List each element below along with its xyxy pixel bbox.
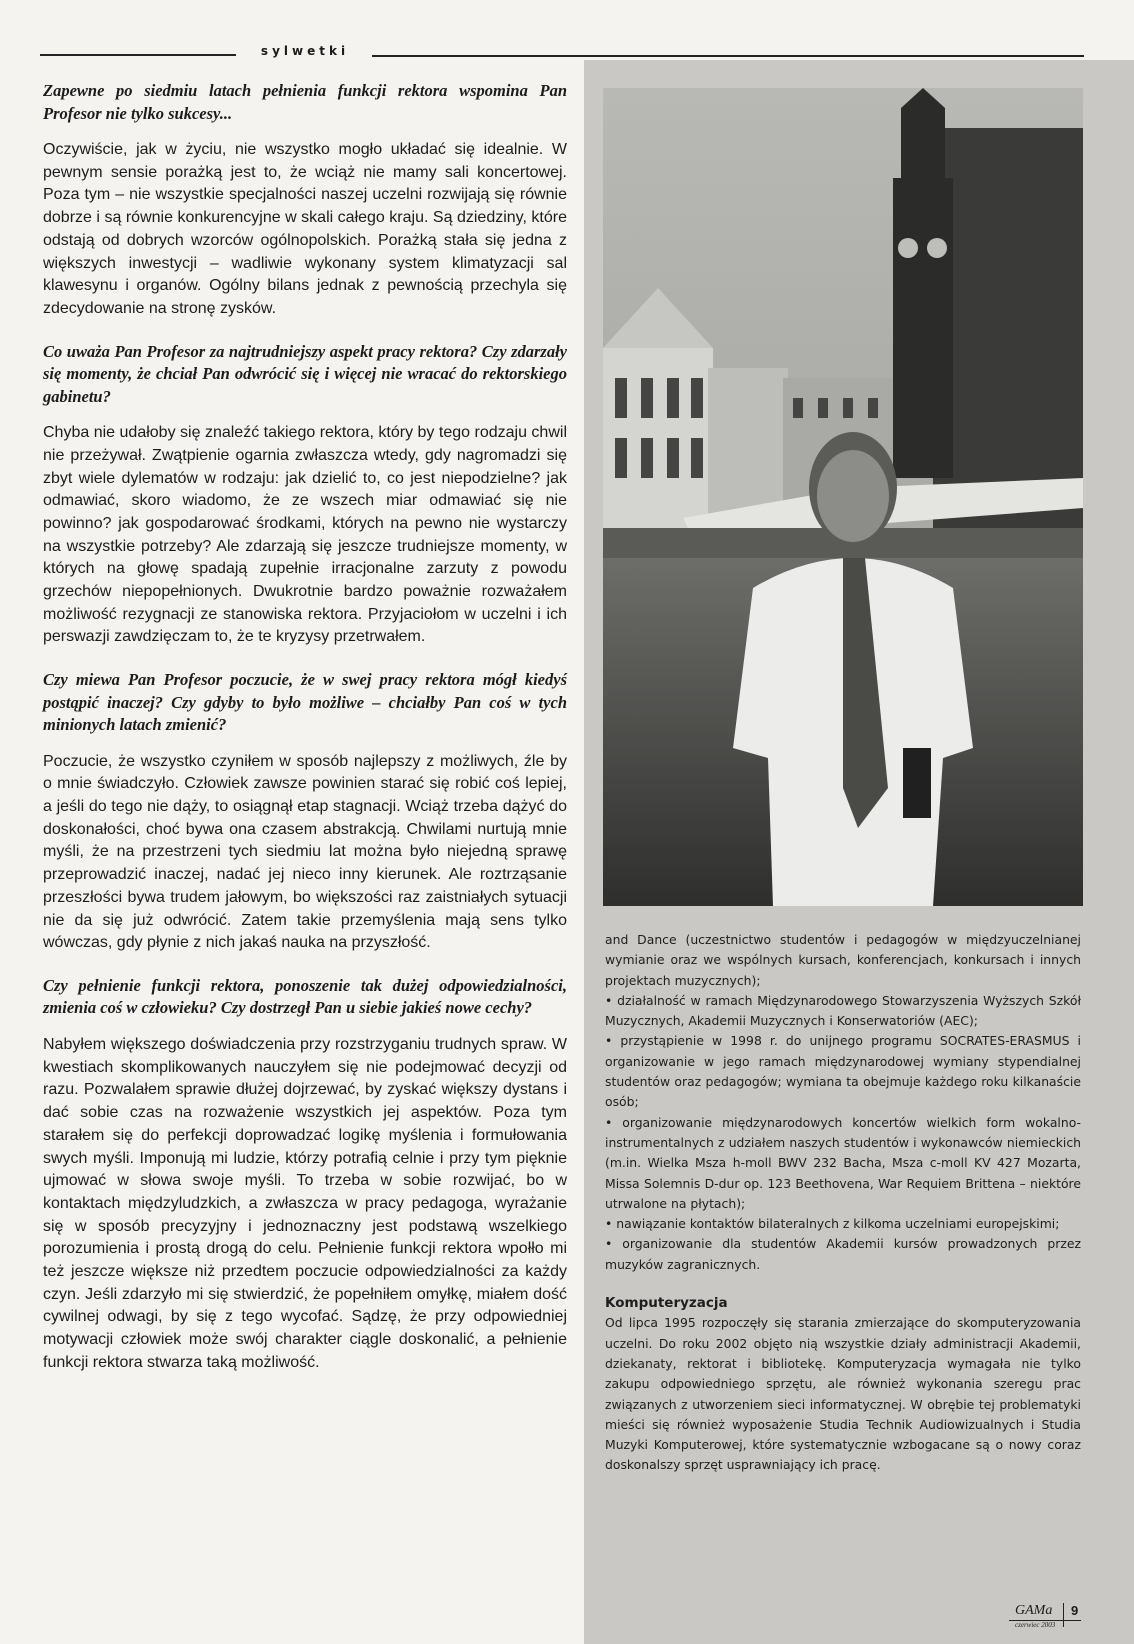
header-rule-right — [372, 55, 1084, 57]
question-2: Co uważa Pan Profesor za najtrudniejszy aspekt pracy rektora? Czy zdarzały się momenty, że chciał Pan odwrócić się i więcej nie wracać do rektorskiego gabinetu? — [43, 341, 567, 406]
question-4: Czy pełnienie funkcji rektora, ponoszenie tak dużej odpowiedzialności, zmienia coś w człowieku? Czy dostrzegł Pan u siebie jakieś nowe cechy? — [43, 975, 567, 1018]
magazine-name: GAMa — [1015, 1603, 1053, 1618]
answer-2: Chyba nie udałoby się znaleźć takiego rektora, który by tego rodzaju chwil nie przeżywał. Zwątpienie ogarnia zwłaszcza wtedy, gdy nagromadzi się zbyt wiele dylematów w rodzaju: jak dzielić to, co jest niepodzielne? jak odmawiać, skoro wiadomo, że ze wszech miar odmawiać się nie powinno? jak gospodarować środkami, których na pewno nie wystarczy na wszystkie potrzeby? Ale zdarzają się jeszcze trudniejsze momenty, w których na głowę spadają zupełnie irracjonalne zarzuty z powodu grzechów niepopełnionych. Dwukrotnie bardzo poważnie rozważałem możliwość rezygnacji ze stanowiska rektora. Przyjaciołom w uczelni i ich perswazji zawdzięczam to, że te kryzysy przetrwałem. — [43, 424, 567, 646]
bullet-item: • organizowanie międzynarodowych koncertów wielkich form wokalno-instrumentalnych z udziałem naszych studentów i wykonawców niemieckich (m.in. Wielka Msza h-moll BWV 232 Bacha, Msza c-moll KV 427 Mozarta, Missa Solemnis D-dur op. 123 Beethovena, War Requiem Brittena – niektóre utrwalone na płytach); — [605, 1114, 1081, 1211]
sidebar-text — [605, 930, 1081, 1476]
bullet-item: • nawiązanie kontaktów bilateralnych z kilkoma uczelniami europejskimi; — [605, 1216, 1060, 1232]
portrait-photo — [603, 88, 1083, 906]
photo-illustration — [603, 88, 1083, 906]
interview-column — [43, 80, 567, 1395]
sidebar-paragraph-intro: and Dance (uczestnictwo studentów i pedagogów w międzyuczelnianej wymianie oraz we wspólnych kursach, konferencjach, konkursach i innych projektach muzycznych); — [605, 932, 1081, 988]
question-3: Czy miewa Pan Profesor poczucie, że w swej pracy rektora mógł kiedyś postąpić inaczej? Czy gdyby to było możliwe – chciałby Pan coś w tych minionych latach zmienić? — [43, 670, 567, 735]
header-rule-left — [40, 54, 236, 56]
sidebar-heading: Komputeryzacja — [605, 1295, 728, 1312]
answer-4: Nabyłem większego doświadczenia przy rozstrzyganiu trudnych spraw. W kwestiach skomplikowanych nauczyłem się nie podejmować decyzji od razu. Pozwalałem sprawie dłużej dojrzewać, by zyskać większy dystans i dać sobie czas na rozważenie wszystkich jej aspektów. Poza tym starałem się do perfekcji doprowadzać logikę myślenia i formułowania swych myśli. Imponują mi ludzie, którzy potrafią celnie i przy tym pięknie ujmować w słowa swoje myśli. To trzeba w sobie rozwijać, bo w kontaktach międzyludzkich, a zwłaszcza w pracy pedagoga, wyrażanie się w sposób precyzyjny i jednoznaczny jest podstawą wszelkiego porozumienia i prostą drogą do celu. Pełnienie funkcji rektora wpołło mi też jeszcze większe niż przedtem poczucie odpowiedzialności za każdy czyn. Jeśli zdarzyło mi się stwierdzić, że popełniłem omyłkę, miałem dość cywilnej odwagi, by się z tego wycofać. Sądzę, że przy odpowiedniej motywacji człowiek może swój charakter ciągle doskonalić, a pełnienie funkcji rektora stwarza taką możliwość. — [43, 1035, 567, 1371]
bullet-item: • działalność w ramach Międzynarodowego Stowarzyszenia Wyższych Szkół Muzycznych, Akademii Muzycznych i Konserwatoriów (AEC); — [605, 992, 1081, 1029]
answer-3: Poczucie, że wszystko czyniłem w sposób najlepszy z możliwych, źle by o mnie świadczyło. Człowiek zawsze powinien starać się robić coś lepiej, a jeśli do tego nie dąży, to osiągnął etap stagnacji. Wciąż trzeba dążyć do doskonałości, choć bywa ona czasem abstrakcją. Chwilami nurtują mnie myśli, że na przestrzeni tych siedmiu lat można było niejedną sprawę przeprowadzić inaczej, nadać jej nieco inny kierunek. Ale roztrząsanie przeszłości bywa trudem jałowym, bo większości raz zaistniałych sytuacji nie da się już odwrócić. Zatem takie przemyślenia mają sens tylko wówczas, gdy płynie z nich jakaś nauka na przyszłość. — [43, 752, 567, 952]
answer-1: Oczywiście, jak w życiu, nie wszystko mogło układać się idealnie. W pewnym sensie porażką jest to, że wciąż nie mamy sali koncertowej. Poza tym – nie wszystkie specjalności naszej uczelni rozwijają się równie dobrze i są równie konkurencyjne w skali całego kraju. Są dziedziny, które odstają od dobrych wzorców ogólnopolskich. Porażką stała się jedna z większych inwestycji – wadliwie wykonany system klimatyzacji sal klawesynu i organów. Ogólny bilans jednak z pewnością przechyla się zdecydowanie na stronę zysków. — [43, 141, 567, 317]
bullet-item: • przystąpienie w 1998 r. do unijnego programu SOCRATES-ERASMUS i organizowanie w jego ramach międzynarodowej wymiany stypendialnej studentów oraz pedagogów; wymiana ta obejmuje każdego roku kilkanaście osób; — [605, 1033, 1081, 1110]
page-footer — [1009, 1605, 1081, 1629]
issue-date: czerwiec 2003 — [1015, 1621, 1056, 1629]
question-1: Zapewne po siedmiu latach pełnienia funkcji rektora wspomina Pan Profesor nie tylko sukcesy... — [43, 81, 567, 123]
sidebar-paragraph-computerization: Od lipca 1995 rozpoczęły się starania zmierzające do skomputeryzowania uczelni. Do roku 2002 objęto nią wszystkie działy administracji Akademii, dziekanaty, rektorat i bibliotekę. Komputeryzacja wymagała nie tylko zakupu odpowiedniego sprzętu, ale również wykonania szeregu prac związanych z utworzeniem sieci informatycznej. W obrębie tej problematyki mieści się również wyposażenie Studia Technik Audiowizualnych i Studia Muzyki Komputerowej, które systematycznie wzbogacane są o nowy coraz doskonalszy sprzęt usprawniający ich pracę. — [605, 1315, 1081, 1473]
section-label: sylwetki — [260, 44, 350, 58]
footer-divider — [1063, 1603, 1064, 1627]
page-number: 9 — [1071, 1603, 1079, 1618]
bullet-item: • organizowanie dla studentów Akademii kursów prowadzonych przez muzyków zagranicznych. — [605, 1236, 1081, 1272]
